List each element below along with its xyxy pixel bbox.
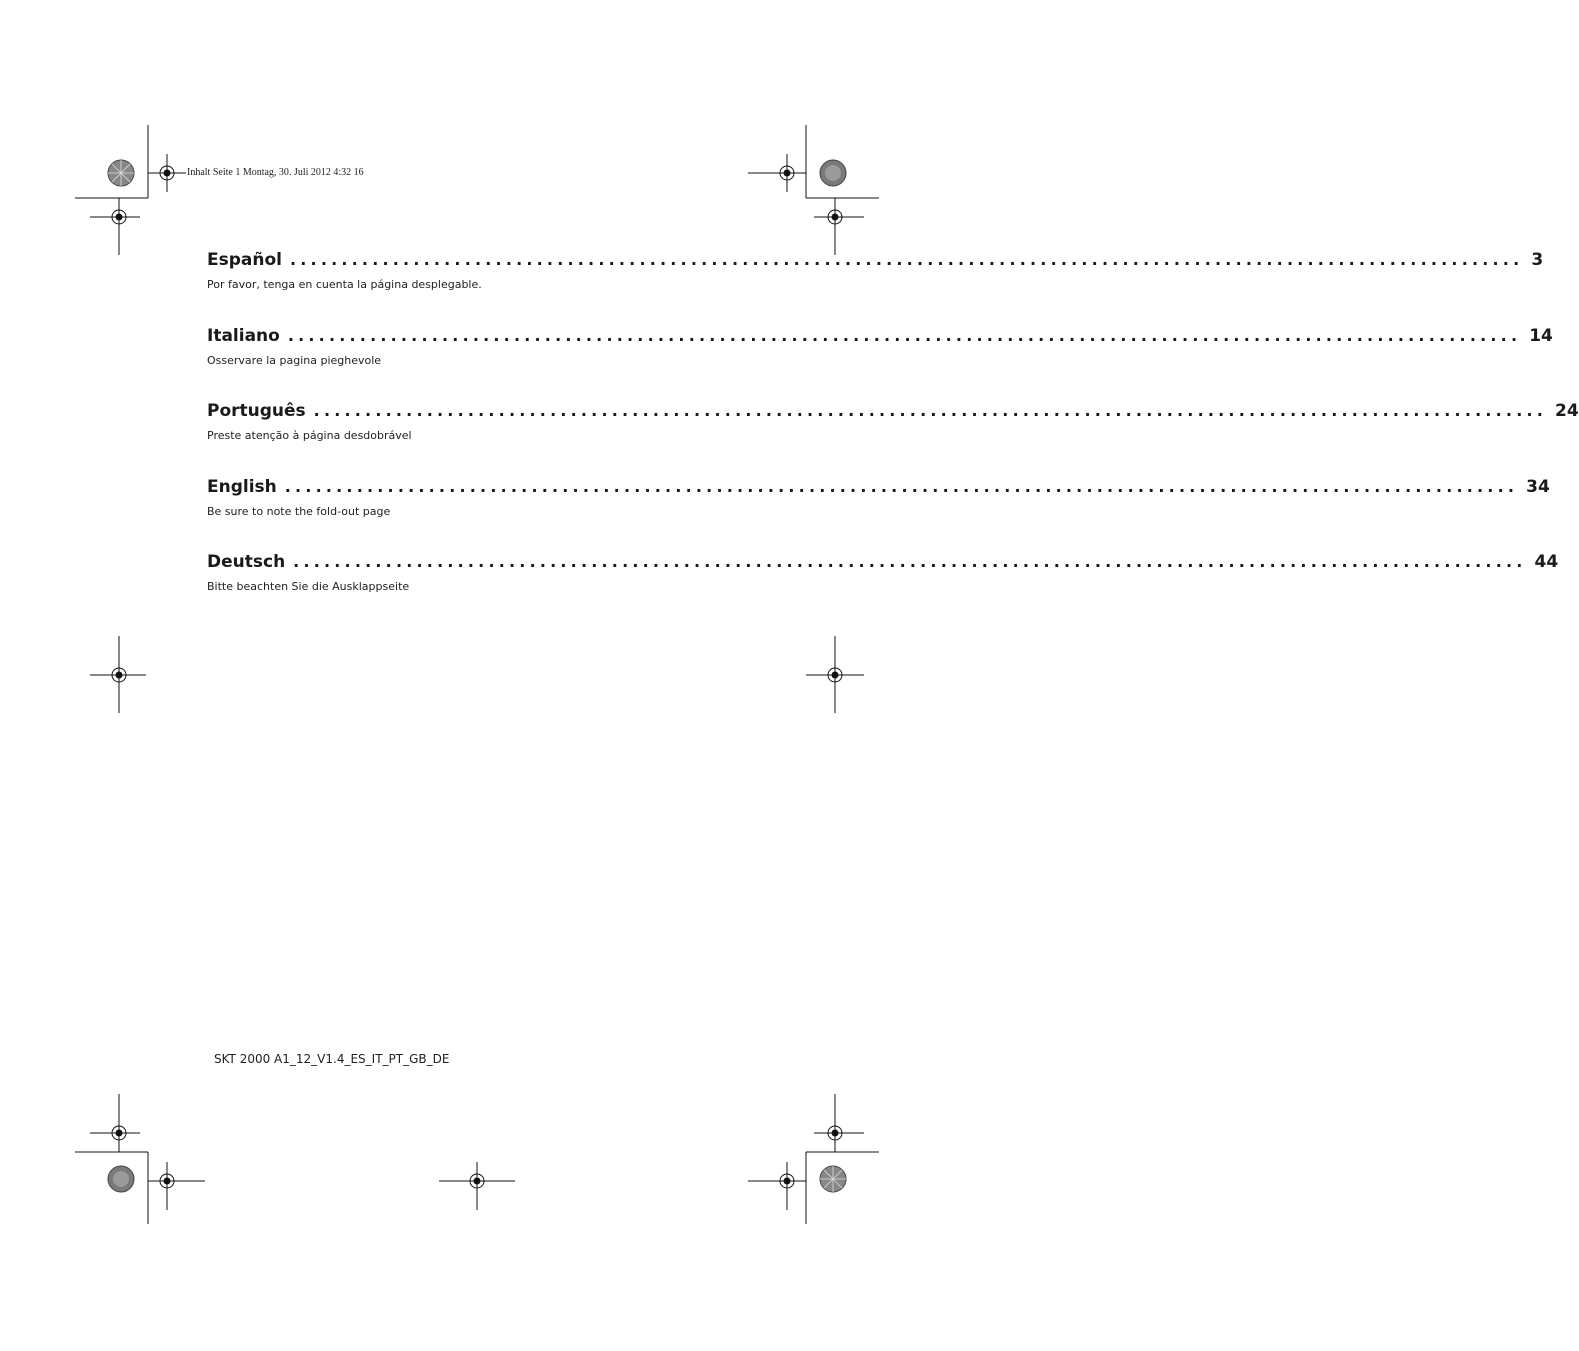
toc-entry-english (207, 476, 1550, 553)
color-target-icon (108, 1166, 134, 1192)
toc-title: Español (207, 250, 282, 270)
toc-note: Preste atenção à página desdobrável (207, 429, 412, 442)
star-target-icon (108, 160, 134, 186)
registration-mark-icon (806, 636, 864, 713)
registration-mark-icon (748, 1162, 806, 1210)
toc-page-number: 3 (1531, 250, 1544, 270)
toc-note: Por favor, tenga en cuenta la página desplegable. (207, 278, 482, 291)
dot-leader: ........................................................................................................................ (287, 325, 1522, 345)
registration-mark-icon (748, 154, 806, 192)
dot-leader: ........................................................................................................................ (289, 250, 1524, 269)
toc-page-number: 34 (1526, 476, 1550, 497)
toc-entry-espanol (207, 250, 1544, 326)
registration-mark-icon (814, 198, 864, 255)
toc-page-number: 14 (1529, 325, 1553, 346)
dot-leader: ........................................................................................................................ (313, 401, 1548, 420)
dot-leader: ........................................................................................................................ (284, 476, 1519, 496)
registration-mark-icon (148, 1162, 205, 1210)
registration-mark-icon (90, 636, 146, 713)
toc-title: Italiano (207, 325, 280, 346)
toc-note: Be sure to note the fold-out page (207, 504, 391, 518)
registration-mark-icon (90, 198, 140, 255)
registration-mark-icon (814, 1094, 864, 1152)
toc-note: Osservare la pagina pieghevole (207, 353, 382, 367)
toc-page-number: 44 (1534, 552, 1559, 572)
registration-mark-icon (90, 1094, 140, 1152)
toc-title: English (207, 476, 277, 497)
toc-title: Deutsch (207, 552, 286, 572)
star-target-icon (820, 1166, 846, 1192)
toc-entry-italiano (207, 325, 1553, 402)
toc-note: Bitte beachten Sie die Ausklappseite (207, 580, 410, 593)
slug-line: Inhalt Seite 1 Montag, 30. Juli 2012 4:32 16 (187, 167, 364, 178)
table-of-contents (207, 250, 1579, 628)
registration-mark-icon (148, 154, 186, 192)
toc-entry-portugues (207, 401, 1579, 477)
toc-entry-deutsch (207, 552, 1559, 628)
registration-mark-icon (439, 1162, 515, 1210)
document-code: SKT 2000 A1_12_V1.4_ES_IT_PT_GB_DE (214, 1052, 450, 1066)
toc-page-number: 24 (1555, 401, 1579, 421)
color-target-icon (820, 160, 846, 186)
dot-leader: ........................................................................................................................ (293, 552, 1527, 571)
toc-title: Português (207, 401, 306, 421)
